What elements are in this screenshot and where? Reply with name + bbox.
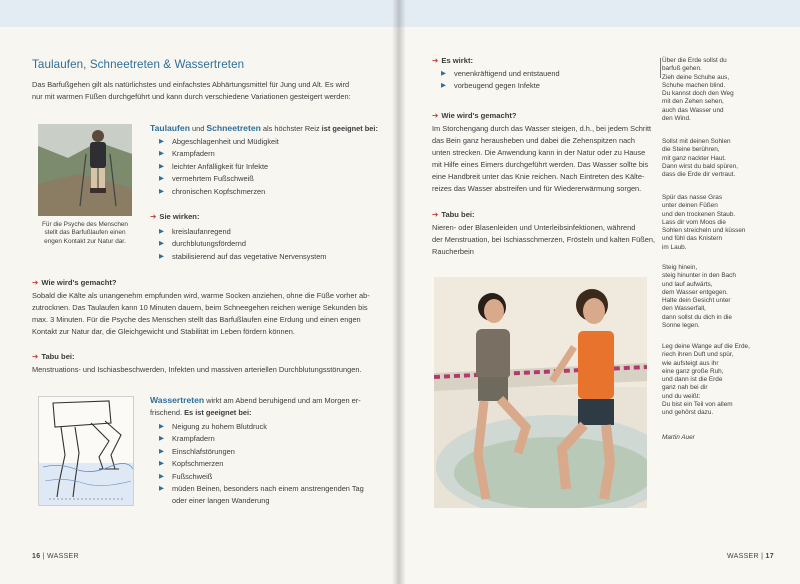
bullet-triangle-icon: ▶ xyxy=(159,162,164,170)
poem-line: ganz nah bei dir xyxy=(662,384,708,392)
wasser-heading-rest: wirkt am Abend beruhigend und am Morgen er- xyxy=(204,396,361,405)
gemacht-line: Sobald die Kälte als unangenehm empfunden wird, warme Socken anziehen, ohne die Füße vorher ab- xyxy=(32,291,370,300)
arrow-right-icon: ➔ xyxy=(432,56,439,65)
list-item xyxy=(158,433,364,445)
right-gemacht-line: reizes das Wasser abstreifen und für Wiedererwärmung sorgen. xyxy=(432,184,642,193)
photo-caption xyxy=(33,221,137,246)
tabu-label: Tabu bei: xyxy=(41,352,75,361)
arrow-right-icon: ➔ xyxy=(432,111,439,120)
list-item-continuation xyxy=(158,495,364,507)
wasser-indications-list xyxy=(158,421,364,508)
wirkt-label: Es wirkt: xyxy=(441,56,474,65)
poem-line: steig hinunter in den Bach xyxy=(662,272,736,280)
list-item xyxy=(440,68,560,80)
list-item xyxy=(158,186,279,198)
right-gemacht-line: eine Handbreit unter das Knie reichen. Nach Eintreten des Kälte- xyxy=(432,172,645,181)
poem-stanza-3 xyxy=(662,194,792,252)
right-tabu-line: Raucherbein xyxy=(432,247,474,256)
gemacht-line: Kontakt zur Natur dar, die Gleichgewicht und Stabilität im Leben fördern können. xyxy=(32,327,295,336)
list-item-text: Neigung zu hohem Blutdruck xyxy=(172,422,267,431)
poem-line: und dann ist die Erde xyxy=(662,376,723,384)
poem-line: Du kannst doch den Weg xyxy=(662,90,734,98)
arrow-right-icon: ➔ xyxy=(32,278,39,287)
list-item xyxy=(158,446,364,458)
tau-heading-und: und xyxy=(189,124,207,133)
bullet-triangle-icon: ▶ xyxy=(159,138,164,145)
wirken-heading xyxy=(150,212,199,221)
poem-line: dass die Erde dir vertraut. xyxy=(662,171,736,179)
poem-stanza-5 xyxy=(662,343,792,418)
wirkt-heading xyxy=(432,56,473,65)
list-item xyxy=(158,483,364,495)
poem-stanza-1 xyxy=(662,57,792,123)
wasser-subline-bold: Es ist geeignet bei: xyxy=(184,408,252,417)
bullet-triangle-icon: ▶ xyxy=(159,485,164,493)
poem-line: wie aufsteigt aus ihr xyxy=(662,359,719,367)
page-number: 17 xyxy=(765,553,774,560)
list-item-text: Abgeschlagenheit und Müdigkeit xyxy=(172,137,279,146)
poem-rule xyxy=(660,58,661,78)
poem-line: eine ganz große Ruh, xyxy=(662,367,724,375)
book-gutter xyxy=(392,0,406,584)
page-number: 16 xyxy=(32,553,41,560)
section-label: WASSER xyxy=(47,553,79,560)
children-water-treading-photo xyxy=(434,277,647,508)
hiking-photo xyxy=(38,124,132,216)
right-tabu-label: Tabu bei: xyxy=(441,210,475,219)
left-page xyxy=(0,0,399,584)
caption-line: engen Kontakt zur Natur dar. xyxy=(44,237,126,245)
arrow-right-icon: ➔ xyxy=(32,352,39,361)
wirken-list xyxy=(158,226,326,263)
intro-line-2: nur mit warmen Füßen durchgeführt und kann durch verschiedene Variationen gesteigert werden: xyxy=(32,92,351,101)
list-item xyxy=(158,136,279,148)
poem-line: Halte dein Gesicht unter xyxy=(662,297,731,305)
bullet-triangle-icon: ▶ xyxy=(159,228,164,235)
caption-line: Für die Psyche des Menschen xyxy=(42,221,128,228)
right-tabu-line: Nieren- oder Blasenleiden und Unterleibsinfektionen, während xyxy=(432,223,636,232)
right-top-band xyxy=(399,0,800,27)
poem-line: mit den Zehen sehen, xyxy=(662,98,724,106)
left-footer: 16 | WASSER xyxy=(32,553,79,560)
gemacht-line: zutrocknen. Das Taulaufen kann 10 Minuten dauern, beim Schneegehen reichen wenige Sekunden bis xyxy=(32,303,368,312)
poem-line: Sonne legen. xyxy=(662,322,700,330)
arrow-right-icon: ➔ xyxy=(432,210,439,219)
poem-line: Schuhe machen blind. xyxy=(662,81,726,89)
bullet-triangle-icon: ▶ xyxy=(159,447,164,455)
list-item-text: venenkräftigend und entstauend xyxy=(454,69,560,78)
list-item xyxy=(158,173,279,185)
intro-line-1: Das Barfußgehen gilt als natürlichstes und einfachstes Abhärtungsmittel für Jung und Alt. Es wird xyxy=(32,80,350,89)
list-item-text: oder einer langen Wanderung xyxy=(172,496,270,506)
poem-line: Leg deine Wange auf die Erde, xyxy=(662,343,750,350)
poem-line: und fühl das Knistern xyxy=(662,235,723,243)
list-item xyxy=(440,80,560,92)
right-gemacht-heading xyxy=(432,111,517,120)
right-gemacht-line: Im Storchengang durch das Wasser steigen, d.h., bei jedem Schritt xyxy=(432,124,652,133)
list-item-text: müden Beinen, besonders nach einem anstrengenden Tag xyxy=(172,484,364,494)
tau-heading-bold: ist geeignet bei: xyxy=(321,124,378,133)
right-gemacht-label: Wie wird's gemacht? xyxy=(441,111,517,120)
tabu-line: Menstruations- und Ischiasbeschwerden, Infekten und massiven arteriellen Durchblutungsstörungen. xyxy=(32,365,362,374)
poem-line: dann sollst du dich in die xyxy=(662,313,732,321)
list-item-text: chronischen Kopfschmerzen xyxy=(172,186,266,196)
poem-line: Dann wirst du bald spüren, xyxy=(662,162,739,170)
list-item-text: Krampfadern xyxy=(172,434,215,444)
list-item-text: vorbeugend gegen Infekte xyxy=(454,81,540,91)
poem-line: und den trockenen Staub. xyxy=(662,210,736,218)
list-item-text: durchblutungsfördernd xyxy=(172,239,246,249)
poem-line: im Laub. xyxy=(662,243,687,251)
list-item-text: stabilisierend auf das vegetative Nervensystem xyxy=(172,251,327,261)
left-top-band xyxy=(0,0,399,27)
poem-line: Steig hinein, xyxy=(662,264,698,271)
poem-line: den Wasserfall, xyxy=(662,305,706,313)
right-gemacht-line: unten strecken. Die Anwendung kann in der Natur oder zu Hause xyxy=(432,148,646,157)
wasser-subline-a: frischend. xyxy=(150,408,185,417)
wirken-label: Sie wirken: xyxy=(159,212,200,221)
bullet-triangle-icon: ▶ xyxy=(159,423,164,430)
bullet-triangle-icon: ▶ xyxy=(159,460,164,468)
list-item xyxy=(158,238,326,250)
poem-line: unter deinen Füßen xyxy=(662,202,718,210)
poem-line: Über die Erde sollst du xyxy=(662,57,727,64)
bullet-triangle-icon: ▶ xyxy=(441,70,446,77)
section-label: WASSER xyxy=(727,553,759,560)
bullet-triangle-icon: ▶ xyxy=(159,175,164,183)
tau-heading-b: Schneetreten xyxy=(206,123,261,133)
list-item-text: kreislaufanregend xyxy=(172,227,231,236)
bullet-triangle-icon: ▶ xyxy=(159,252,164,260)
poem-line: mit ganz nackter Haut. xyxy=(662,154,726,162)
bullet-triangle-icon: ▶ xyxy=(159,187,164,195)
poem-line: Zieh deine Schuhe aus, xyxy=(662,73,730,81)
poem-line: Spür das nasse Gras xyxy=(662,194,723,201)
tau-indications-list xyxy=(158,136,279,198)
right-gemacht-line: mit Hilfe eines Eimers durchgeführt werden. Das Wasser sollte bis xyxy=(432,160,649,169)
poem-line: die Steine berühren, xyxy=(662,146,720,154)
poem-line: auch das Wasser und xyxy=(662,106,724,114)
tabu-heading xyxy=(32,352,75,361)
poem-line: dem Wasser entgegen. xyxy=(662,288,728,296)
list-item-text: Kopfschmerzen xyxy=(172,459,224,469)
list-item xyxy=(158,421,364,433)
tau-heading xyxy=(150,122,378,135)
list-item xyxy=(158,148,279,160)
wasser-subline xyxy=(150,407,251,419)
list-item xyxy=(158,471,364,483)
bullet-triangle-icon: ▶ xyxy=(159,240,164,248)
list-item xyxy=(158,458,364,470)
arrow-right-icon: ➔ xyxy=(150,212,157,221)
bullet-triangle-icon: ▶ xyxy=(159,435,164,443)
wirkt-list xyxy=(440,68,560,93)
poem-line: Lass dir vom Moos die xyxy=(662,218,726,226)
list-item-text: vermehrtem Fußschweiß xyxy=(172,174,254,184)
right-tabu-line: der Menstruation, bei Ischiasschmerzen, Frösteln und kalten Füßen, xyxy=(432,235,656,244)
caption-line: stellt das Barfußlaufen einen xyxy=(44,229,126,237)
right-gemacht-line: das Bein ganz herausheben und dabei die Zehenspitzen nach xyxy=(432,136,635,145)
bullet-triangle-icon: ▶ xyxy=(441,82,446,90)
poem-line: barfuß gehen. xyxy=(662,65,702,73)
tau-heading-rest: als höchster Reiz xyxy=(260,124,322,133)
list-item xyxy=(158,161,279,173)
gemacht-heading xyxy=(32,278,117,287)
poem-line: den Wind. xyxy=(662,115,691,123)
poem-stanza-4 xyxy=(662,264,792,330)
poem-stanza-2 xyxy=(662,138,792,179)
bullet-triangle-icon: ▶ xyxy=(159,472,164,480)
bullet-triangle-icon: ▶ xyxy=(159,150,164,158)
right-tabu-heading xyxy=(432,210,475,219)
list-item-text: Krampfadern xyxy=(172,149,215,159)
poem-line: riech ihren Duft und spür, xyxy=(662,351,734,359)
page-title: Taulaufen, Schneetreten & Wassertreten xyxy=(32,58,245,71)
poem-line: und gehörst dazu. xyxy=(662,409,714,417)
gemacht-line: max. 3 Minuten. Für die Psyche des Menschen stellt das Barfußlaufen eine Erdung und einen engen xyxy=(32,315,361,324)
poem-author: Martin Auer xyxy=(662,434,695,441)
right-footer: WASSER | 17 xyxy=(727,553,774,560)
tau-heading-a: Taulaufen xyxy=(150,123,190,133)
list-item xyxy=(158,226,326,238)
poem-line: Sollst mit deinen Sohlen xyxy=(662,138,731,145)
wasser-heading-title: Wassertreten xyxy=(150,395,205,405)
poem-line: und lauf aufwärts, xyxy=(662,280,713,288)
list-item xyxy=(158,251,326,263)
gemacht-label: Wie wird's gemacht? xyxy=(41,278,117,287)
poem-line: Du bist ein Teil von allem xyxy=(662,401,733,409)
poem-line: Sohlen streicheln und küssen xyxy=(662,227,746,235)
list-item-text: leichter Anfälligkeit für Infekte xyxy=(172,161,269,171)
poem-line: und du weißt: xyxy=(662,392,701,400)
list-item-text: Einschlafstörungen xyxy=(172,446,235,456)
list-item-text: Fußschweiß xyxy=(172,471,213,481)
wasser-heading xyxy=(150,394,361,407)
leg-sketch-illustration xyxy=(38,396,134,506)
